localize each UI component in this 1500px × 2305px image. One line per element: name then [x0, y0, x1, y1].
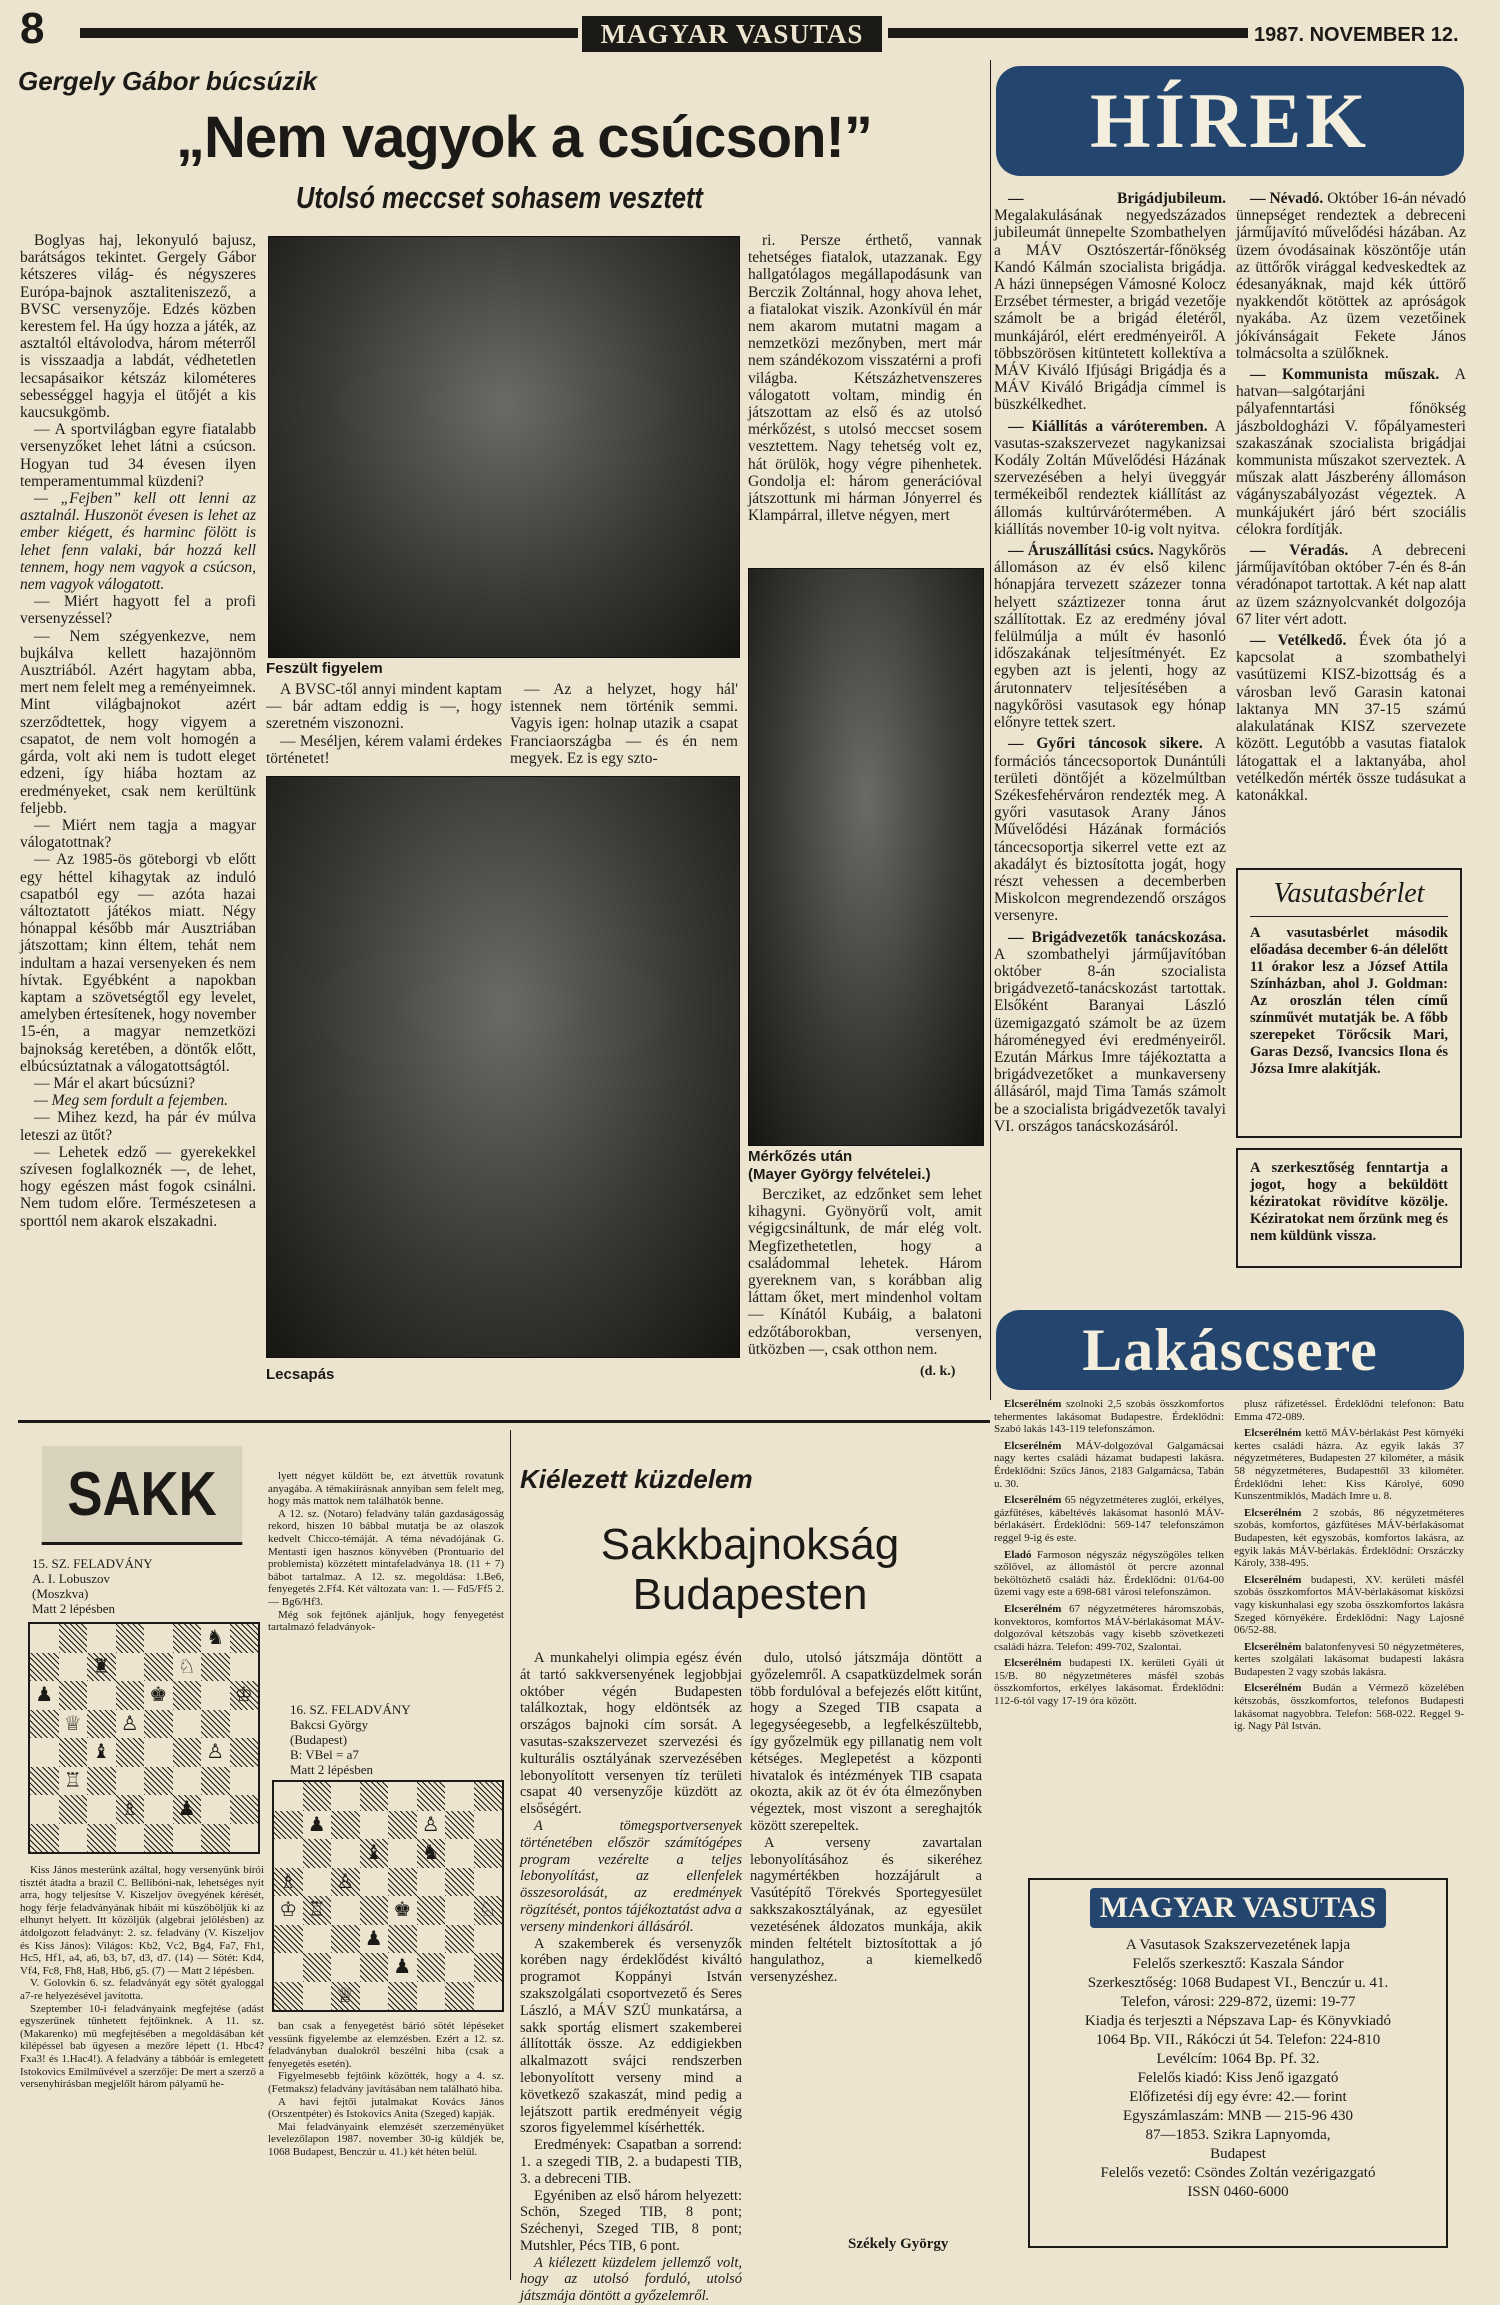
puzzle16-author: Bakcsi György — [290, 1717, 369, 1732]
text-line: Egyszámlaszám: MNB — 215-96 430 — [1123, 2108, 1353, 2124]
caption-lecsapas: Lecsapás — [266, 1366, 335, 1383]
text-line: A havi fejtői jutalmakat Kovács János (Orszentpéter) és Istokovics Anita (Szeged) kapják. — [268, 2095, 504, 2121]
paragraph: — Meg sem fordult a fejemben. — [34, 1092, 228, 1110]
paragraph: — Miért hagyott fel a profi versenyzéssel? — [20, 593, 256, 628]
paragraph: — „Fejben” kell ott lenni az asztalnál. Huszonöt évesen is lehet az ember kiégett, és harminc fölött is lehet fenn valaki, bár hozzá kell tennem, hogy nem vagyok a csúcson, nem vagyok válogatott. — [20, 490, 256, 594]
news-item: — Vetélkedő. Évek óta jó a kapcsolat a szombathelyi vasútüzemi KISZ-bizottság és a városban levő Garasin katonai laktanya MN 37-15 számú alakulatának KISZ szervezete között. Legutóbb a vasutas fiatalok látogattak el a laktanyába, ahol vetélkedőn mérték össze tudásukat a katonákkal. — [1236, 632, 1466, 804]
text-line: Mai feladványaink elemzését szerzeményüket levelezőlapon 1987. november 30-ig küldjék be, 1068 Budapest, Benczúr u. 41.) két héten belül. — [268, 2120, 504, 2158]
puzzle15-title: 15. SZ. FELADVÁNY — [32, 1556, 153, 1571]
sakk-text-left — [20, 1864, 264, 2284]
paragraph: Boglyas haj, lekonyuló bajusz, barátságos tekintet. Gergely Gábor kétszeres világ- és négyszeres Európa-bajnok asztaliteniszező, a BVSC versenyzője. Edzés közben kerestem fel. Ha úgy hozza a játék, az asztaltól eltávolodva, három méterről is visszaadja a labdát, védhetetlen lecsapásaikor kétszáz kilométeres sebességgel hagyja el ütőjét a kis kaucsukgömb. — [20, 232, 256, 422]
hirek-banner — [996, 66, 1464, 176]
news-item: Elcserélném balatonfenyvesi 50 négyzetméteres, kertes szolgálati lakásomat budapesti lakásra Budapesten 2 vagy szobás lakásra. — [1234, 1640, 1464, 1678]
text-line: A Vasutasok Szakszervezetének lapja — [1125, 1937, 1351, 1953]
news-item: — Brigádjubileum. Megalakulásának negyedszázados jubileumát ünnepelte Szombathelyen a MÁV Osztószertár-főnökség Kandó Kálmán szocialista brigádja. A házi ünnepségen Vámosné Kolocz Erzsébet térmester, a brigád vezetője számolt be a brigád életéről, munkájáról, elért eredményeiről. A többszörösen kitüntetett kollektíva a MÁV Kiváló Ifjúsági Brigádja és a MÁV Kiváló Brigádja címmel is büszkélkedhet. — [994, 190, 1226, 414]
sakk-banner-text: SAKK — [67, 1459, 217, 1529]
vasutasberlet-box — [1236, 868, 1462, 1138]
news-item-heading: Elcserélném — [1244, 1573, 1302, 1586]
news-item-heading: Elcserélném — [1244, 1682, 1302, 1695]
caption-feszult-figyelem: Feszült figyelem — [266, 660, 383, 677]
article-kicker: Gergely Gábor búcsúzik — [18, 66, 318, 96]
text-line: lyett négyet küldött be, ezt átvettük rovatunk anyagába. A témakiírásnak annyiban sem felelt meg, hogy más mattok nem találhatók benne. — [268, 1470, 504, 1508]
text-line: V. Golovkin 6. sz. feladványát egy sötét gyaloggal a7-re helyezésével javította. — [20, 1977, 264, 2002]
masthead-rule-left — [80, 28, 578, 38]
news-item: Elcserélném szolnoki 2,5 szobás összkomfortos tehermentes lakásomat Budapestre. Érdeklődni: Szabó lakás 143-119 telefonszámon. — [994, 1398, 1224, 1436]
sakk-signature: Székely György — [848, 2236, 949, 2252]
photo-lecsapas — [266, 776, 740, 1358]
column-divider-main — [990, 60, 991, 1400]
paragraph: — A sportvilágban egyre fiatalabb versenyzőket lehet látni a csúcson. Hogyan tud 34 évesen ilyen temperamentummal küzdeni? — [20, 421, 256, 490]
article-column-3b — [748, 1186, 982, 1364]
caption-merkozes-utan: Mérkőzés után — [748, 1148, 853, 1165]
puzzle15-task: Matt 2 lépésben — [32, 1601, 116, 1616]
news-item-heading: — Véradás. — [1250, 542, 1349, 560]
news-item: — Győri táncosok sikere. A formációs táncecsoportok Dunántúli területi döntőjét a közelmúltban Székesfehérváron rendezték meg. A győri vasutasok Arany János Művelődési Házának formációs táncecsoportja sikerrel vette ezt az akadályt és biztosította jogát, hogy részt vehessen a decemberben Miskolcon megrendezendő országos versenyre. — [994, 735, 1227, 925]
horizontal-divider — [18, 1420, 990, 1423]
photo-merkozes-utan — [748, 568, 984, 1146]
news-item-heading: — Vetélkedő. — [1250, 632, 1347, 650]
text-line: 87—1853. Szikra Lapnyomda, — [1145, 2127, 1331, 2143]
text-line: Felelős kiadó: Kiss Jenő igazgató — [1137, 2070, 1339, 2086]
lakascsere-banner — [996, 1310, 1464, 1390]
news-item-heading: Elcserélném — [1004, 1439, 1062, 1452]
puzzle16-place: (Budapest) — [290, 1732, 348, 1747]
paragraph: A munkahelyi olimpia egész évén át tartó sakkversenyének legjobbjai október végén Budapesten találkoztak, hogy eldöntsék az országos bajnoki cím sorsát. A vasutas-szakszervezet szervezési és kulturális osztályának szervezésében lebonyolított versenyen tíz területi csapat 40 versenyzője küzdött az elsőségért. — [520, 1650, 742, 1818]
text-line: Szeptember 10-i feladványaink megfejtése (adást egyszerűnek tűnhetett fejtőinknek. A 11. sz. (Makarenko) mű megfejtésében a megoldásában két kilépéssel bab ügyesen a mezőre lépett (1. Hbc4? Fxa3! és 1.Hac4!). A feladvány a tábbóár is emlegetett Istokovics Emilművével a szerzője: De mert a szerző a versenyhírásban megjelőlt három pályamű he- — [20, 2002, 264, 2091]
masthead-rule-right — [888, 28, 1248, 38]
editorial-note-text: A szerkesztőség fenntartja a jogot, hogy a beküldött kéziratokat rövidítve közölje. Kéziratokat nem őrzünk meg és nem küldünk vissza. — [1250, 1160, 1448, 1244]
hirek-column-1 — [994, 190, 1226, 1302]
news-item-heading: Elcserélném — [1244, 1640, 1302, 1653]
news-item: plusz ráfizetéssel. Érdeklődni telefonon: Batu Emma 472-089. — [1234, 1398, 1464, 1423]
news-item: — Brigádvezetők tanácskozása. A szombathelyi járműjavítóban október 8-án szocialista brigádvezető-tanácskozást tartottak. Elsőként Baranyai László üzemigazgató számolt be az üzem hároménegyed évi eredményeiről. Ezután Márkus Imre tájékoztatta a brigádvezetőket a munkaverseny állásáról, majd Tima Tamás számolt be a szocialista brigádvezetők tavalyi VI. országos tanácskozásáról. — [994, 928, 1226, 1135]
text-line: Előfizetési díj egy évre: 42.— forint — [1129, 2089, 1347, 2105]
sakk-article-col-1 — [520, 1650, 742, 2305]
news-item-heading: Elcserélném — [1004, 1602, 1062, 1615]
impresszum-box — [1028, 1878, 1448, 2248]
news-item: Elcserélném budapesti, XV. kerületi másfél szobás összkomfortos MÁV-bérlakásomat kisközsi vagy kiskunhalasi egy szoba összkomfortos lakásra Szeged környékére. Érdeklődni: Nagy Lajosné 06/52-88. — [1234, 1573, 1464, 1637]
news-item-heading: — Brigádvezetők tanácskozása. — [1008, 928, 1226, 946]
text-line: Még sok fejtőnek ajánljuk, hogy fenyegetést tartalmazó feladványok- — [268, 1608, 504, 1634]
editorial-note-box — [1236, 1148, 1462, 1268]
chessboard-16: ♟ ♙ ♝ ♞ ♗ ♙ ♔ ♖ ♚ ♘ ♟ ♟ ♕ — [272, 1780, 504, 2012]
paragraph: A verseny zavartalan lebonyolításához és sikeréhez nagymértékben hozzájárult a Vasútépítő Törekvés Sportegyesület sakkszakosztályának, az egyesület vezetésének áldozatos munkája, akik minden feltételt biztosítottak a jó hangulathoz, a kiemelkedő versenyzéshez. — [750, 1834, 982, 1986]
news-item: Elcserélném 67 négyzetméteres háromszobás, konvektoros, komfortos MÁV-bérlakásomat MÁV-dolgozóval kétszobás vagy kisebb szövetkezeti családi házra. Telefon: 499-702, Szalontai. — [994, 1602, 1224, 1653]
news-item: Eladó Farmoson négyszáz négyszögöles telken szőlővel, az állomástól öt percre azonnal beköltözhető családi ház. Érdeklődni: 01/64-00 üzemi vagy este a 698-681 városi telefonszámon. — [994, 1548, 1224, 1599]
column-divider-sakk — [510, 1430, 511, 2280]
puzzle16-task: Matt 2 lépésben — [290, 1762, 374, 1777]
article-headline: „Nem vagyok a csúcson!” — [176, 105, 872, 170]
puzzle16-heading — [290, 1702, 411, 1777]
news-item-heading: — Győri táncosok sikere. — [1008, 735, 1203, 753]
paragraph: — Az 1985-ös göteborgi vb előtt egy héttel kihagytak az induló csapatból egy — azóta hazai változtatott játékos miatt. Négy hónappal később már Ausztriában játszottam; kinn éltem, tehát nem indultam a hazai versenyeken és nem hívtak. Egyébként a napokban kaptam a szövetségtől egy levelet, amelyben értesítenek, hogy november 15-én, a magyar nemzetközi bajnokság keretében, a döntők előtt, elbúcsúztatnak a válogatottságtól. — [20, 851, 256, 1075]
impresszum-banner — [1090, 1888, 1386, 1928]
text-line: Kiadja és terjeszti a Népszava Lap- és Könyvkiadó — [1084, 2013, 1392, 2029]
text-line: A 12. sz. (Notaro) feladvány talán gazdaságosság rekord, hiszen 10 bábbal mutatja be az olaszok kedvelt Chicco-témáját. A téma névadójának G. Mentasti igen hasznos könyvében (Prontuario del problemista) közzétett mintafeladványa 18. (11 + 7) bábot tartalmaz. A 12. sz. megoldása: 1.Be6, fenyegetés 2.Ff4. Két változata van: 1. — Fd5/Ff5 2. — Bg6/Hf3. — [268, 1507, 504, 1608]
impresszum-lines — [1030, 1936, 1446, 2202]
article-subheadline: Utolsó meccset sohasem vesztett — [296, 180, 703, 215]
sakk-banner — [42, 1446, 243, 1545]
news-item-heading: — Kiállítás a váróteremben. — [1008, 417, 1208, 435]
news-item: Elcserélném 65 négyzetméteres zuglói, erkélyes, gázfűtéses, kábeltévés lakásomat hasonló MÁV-bérlakásért. Érdeklődni: 569-147 telefonszámon reggel 9-ig és este. — [994, 1494, 1224, 1544]
news-item-heading: Elcserélném — [1244, 1427, 1302, 1440]
caption-photographer: (Mayer György felvételei.) — [748, 1166, 931, 1183]
puzzle15-heading — [32, 1556, 153, 1616]
news-item-heading: Elcserélném — [1004, 1398, 1062, 1410]
news-item: — Véradás. A debreceni járműjavítóban október 7-én és 8-án véradónapot tartottak. A két nap alatt az üzem száznyolcvankét dolgozója 67 liter vért adott. — [1236, 542, 1466, 628]
paragraph: — Nem szégyenkezve, nem bujkálva kellett hazajönnöm Ausztriából. Azért hagytam abba, mert nem felelt meg a reményeimnek. Mint világbajnokot azért szerződtettek, hogy vigyem a csapatot, de nem volt homogén a gárda, volt aki nem is tudott eleget edzeni, így hiába hoztam az eredményeket, csak nem kerültünk feljebb. — [20, 627, 256, 817]
news-item-heading: Elcserélném — [1244, 1506, 1302, 1519]
lakascsere-banner-text: Lakáscsere — [1082, 1316, 1378, 1383]
article-column-2a — [266, 681, 502, 769]
lakascsere-column-1 — [994, 1398, 1224, 1868]
news-item-heading: — Áruszállítási csúcs. — [1008, 542, 1154, 560]
text-line: ban csak a fenyegetést bárió sötét lépéseket vessünk figyelembe az elemzésben. Ezért a 12. sz. feladványban dualokról beszélni hiba (csak a fenyegetés esetén). — [268, 2020, 504, 2070]
news-item-heading: — Kommunista műszak. — [1250, 366, 1440, 384]
text-line: Szerkesztőség: 1068 Budapest VI., Benczúr u. 41. — [1087, 1975, 1389, 1991]
paragraph: — Miért nem tagja a magyar válogatottnak? — [20, 816, 256, 852]
paragraph: ri. Persze érthető, vannak tehetséges fiatalok, utazzanak. Egy hallgatólagos megállapodásunk van Berczik Zoltánnal, hogy ahova lehet, a fiatalokat viszik. Azonkívül én már nem akarom mutatni magam a nemzetközi mezőnyben, mert már nem szándékozom visszatérni a profi világba. Kétszázhetvenszeres válogatott voltam, mindig én játszottam az első és az utolsó mérkőzést, s utolsó meccset sosem vesztettem. Nagy tehetség volt ez, hát örülök, hogy végre pihenhetek. Gondolja el: három generációval játszottunk mi hárman Jónyerrel és Klampárral, illetve négyen, mert — [748, 232, 982, 525]
news-item-heading: Elcserélném — [1004, 1657, 1062, 1670]
text-line: Kiss János mesterünk azáltal, hogy versenyünk bírói tisztét átadta a brazil C. Bellibóni-nak, lehetséges nyit arra, hogy teljesítse V. Kiszeljov övegyének kérését, hogy férje feladványának hibáit mi küszöböljük ki az elhunyt helyett. Itt közöljük (algebrai jelölésben) az átdolgozott feladványt: 2. sz. feladvány (V. Kiszeljov és Kiss János): Világos: Kb2, Vc2, Bg4, Fa7, Fh1, Hc5, Hf1, a4, a6, b3, b7, d3, d7. (14) — Sötét: Kd4, Vf4, Fc8, Fh8, Ha8, Hb6, g5. (7) — Matt 2 lépésben. — [20, 1864, 264, 1977]
text-line: 1064 Bp. VII., Rákóczi út 54. Telefon: 224-810 — [1095, 2032, 1381, 2048]
sakk-headline: Sakkbajnokság Budapesten — [600, 1520, 900, 1619]
paragraph: — Lehetek edző — gyerekekkel szívesen foglalkoznék —, de lehet, hogy egészen mást fogok csinálni. Nem tudom előre. Természetesen a sporttól nem akarok elszakadni. — [20, 1143, 256, 1230]
news-item: Elcserélném Budán a Vérmező közelében kétszobás, összkomfortos, telefonos Budapesti lakásomat nagyobbra. Telefon: 568-022. Reggel 9-ig. Nagy Pál István. — [1234, 1682, 1464, 1733]
news-item: — Kiállítás a váróteremben. A vasutas-szakszervezet nagykanizsai Kodály Zoltán Művelődési Házának szervezésében a helyi üveggyár termékeiből rendeztek kiállítást az állomás kultúrvárótermében. A kiállítás november 10-ig volt nyitva. — [994, 417, 1226, 538]
paragraph: — Az a helyzet, hogy hál' istennek nem történik semmi. Vagyis igen: holnap utazik a csapat Franciaországba — és én nem megyek. Ez is egy szto- — [510, 681, 738, 767]
lakascsere-column-2 — [1234, 1398, 1464, 1868]
news-item: Elcserélném 2 szobás, 86 négyzetméteres szobás, komfortos, gázfűtéses MÁV-bérlakásomat Budapesten, két egyszobás, komfortos lakásra, az egyik lakás MÁV-bérlakás. Érdeklődni: Orszáczky Károly, 338-495. — [1234, 1506, 1464, 1570]
impresszum-banner-text: MAGYAR VASUTAS — [1099, 1891, 1377, 1924]
paper-name-text: MAGYAR VASUTAS — [600, 19, 864, 49]
text-line: Levélcím: 1064 Bp. Pf. 32. — [1156, 2051, 1320, 2067]
news-item-heading: Elcserélném — [1004, 1494, 1062, 1507]
paragraph: — Már el akart búcsúzni? — [34, 1074, 195, 1092]
hirek-column-2 — [1236, 190, 1466, 854]
paragraph: dulo, utolsó játszmája döntött a győzelemről. A csapatküzdelmek során több fordulóval a befejezés előtt kitűnt, hogy a Szeged TIB csapata a legegyséegesebb, a legfelkészültebb, így győzelmük egy pillanatig nem volt kétséges. Meglepetést a központi hivatalok és intézmények TIB csapata okozta, akik az öt év óta élmezőnyben végeztek, most viszont a sereghajtók között szerepeltek. — [750, 1650, 982, 1834]
paragraph: Eredmények: Csapatban a sorrend: 1. a szegedi TIB, 2. a budapesti TIB, 3. a debreceni TIB. — [520, 2137, 742, 2187]
article-signature: (d. k.) — [920, 1364, 956, 1379]
chessboard-15: ♞ ♜ ♘ ♟ ♚ ♔ ♕ ♙ ♝ ♙ ♖ ♗ ♟ — [28, 1622, 260, 1854]
puzzle16-extra: B: VBel = a7 — [290, 1747, 359, 1762]
puzzle15-author: A. I. Lobuszov — [32, 1571, 110, 1586]
text-line: Telefon, városi: 229-872, üzemi: 19-77 — [1120, 1994, 1356, 2010]
news-item: Elcserélném MÁV-dolgozóval Galgamácsai nagy kertes családi házamat budapesti lakásra. Érdeklődni: Szűcs János, 2183 Galgamácsa, Tabán u. 30. — [994, 1439, 1224, 1490]
photo-feszult-figyelem — [268, 236, 740, 658]
sakk-subkicker: Kiélezett küzdelem — [520, 1464, 753, 1494]
sakk-text-mid-2 — [268, 2020, 504, 2280]
paragraph: A tömegsportversenyek történetében először számítógépes program vezérelte a teljes lebonyolítást, az ellenfelek összesorolását, az eredmények rögzítését, pontos tájékoztatást adva a verseny mindenkori állásáról. — [520, 1817, 742, 1935]
hirek-banner-text: HÍREK — [1089, 77, 1371, 164]
text-line: Felelős szerkesztő: Kaszala Sándor — [1132, 1956, 1344, 1972]
text-line: Figyelmesebb fejtőink közötték, hogy a 4. sz. (Fetmaksz) feladvány javításában nem található hiba. — [268, 2070, 504, 2095]
puzzle16-title: 16. SZ. FELADVÁNY — [290, 1702, 411, 1717]
sakk-article-col-2 — [750, 1650, 982, 2210]
text-line: Felelős vezető: Csöndes Zoltán vezérigazgató — [1100, 2165, 1376, 2181]
sakk-text-mid-1 — [268, 1470, 504, 1700]
news-item-heading: Eladó — [1004, 1548, 1032, 1561]
news-item: — Kommunista műszak. A hatvan—salgótarjáni pályafenntartási főnökség jászboldogházi V. főpályamesteri szakaszának szocialista brigádjai kommunista műszakot szerveztek. A műszak alatt Jászberény állomáson vágányszabályozást végeztek. A munkájukért járó bért szociális célokra fordítják. — [1236, 366, 1467, 538]
news-item-heading: — Névadó. — [1250, 190, 1324, 207]
paragraph: — Mihez kezd, ha pár év múlva leteszi az ütőt? — [20, 1109, 256, 1144]
text-line: ISSN 0460-6000 — [1187, 2184, 1289, 2200]
vasutasberlet-text: A vasutasbérlet második előadása december 6-án délelőtt 11 órakor lesz a József Attila Színházban, ahol J. Goldman: Az oroszlán télen című színművét mutatják be. A főbb szerepeket Törőcsik Mari, Garas Dezső, Ivancsics Ilona és Józsa Imre alakítják. — [1250, 925, 1448, 1077]
paragraph: A BVSC-től annyi mindent kaptam — bár adtam eddig is —, hogy szeretném viszonozni. — [266, 681, 502, 733]
paragraph: — Meséljen, kérem valami érdekes történetet! — [266, 732, 502, 767]
paragraph: Bercziket, az edzőnket sem lehet kihagyni. Gyönyörű volt, amit végigcsináltunk, de már elég volt. Megfizethetetlen, hogy a családommal lehetek. Három gyereknem van, s korábban alig láttam őket, mert mindenhol voltam — Kínától Kubáig, a balatoni edzőtáborokban, versenyen, ütközben —, csak otthon nem. — [748, 1186, 982, 1358]
issue-date: 1987. NOVEMBER 12. — [1254, 24, 1459, 46]
paragraph: A szakemberek és versenyzők korében nagy érdeklődést kiváltó programot Koppányi István szakszolgálati csoportvezető és Seres László, a MÁV SZÜ munkatársa, a sakk sportág elismert szakemberei állították össze. Az eddigiekben alkalmazott svájci rendszerben lebonyolított verseny mind a következő szakaszát, mind pedig a lejátszott partik eredményeit végig szoros figyelemmel kísérhették. — [520, 1935, 742, 2137]
news-item-heading: — Brigádjubileum. — [1008, 190, 1226, 207]
page-number: 8 — [20, 4, 45, 53]
vasutasberlet-title-rule — [1250, 916, 1448, 917]
article-column-3 — [748, 232, 982, 562]
news-item: Elcserélném kettő MÁV-bérlakást Pest környéki kertes családi házra. Az egyik lakás 37 négyzetméteres, Budapesten 27 kilométer, a másik 58 négyzetméteres, Budapesttől 33 kilométer. Érdeklődni lehet: Kiss Károlyé, 6090 Kunszentmiklós, Madách Imre u. 8. — [1234, 1427, 1464, 1503]
puzzle15-place: (Moszkva) — [32, 1586, 89, 1601]
news-item: Elcserélném budapesti IX. kerületi Gyáli út 15/B. 80 négyzetméteres másfél szobás összkomfortos, erkélyes lakásomat. Érdeklődni: 112-6-tól vagy 17-19 óra között. — [994, 1657, 1224, 1708]
text-line: Budapest — [1210, 2146, 1266, 2162]
news-item: — Névadó. Október 16-án névadó ünnepséget rendeztek a debreceni járműjavító művelődési házában. Az üzem óvodásainak köszöntője után az üttőrők virággal kedveskedtek az édesanyáknak, majd kék úttörő nyakkendőt kötöttek az apróságok nyakába. Az üzem vezetőinek jókívánságait Fekete János tolmácsolta a szülőknek. — [1236, 190, 1466, 362]
paragraph: A kiélezett küzdelem jellemző volt, hogy az utolsó forduló, utolsó játszmája döntött a győzelemről. — [520, 2254, 742, 2305]
paragraph: Egyéniben az első három helyezett: Schön, Szeged TIB, 8 pont; Széchenyi, Szeged TIB, 8 pont; Mutshler, Pécs TIB, 6 pont. — [520, 2187, 742, 2254]
paper-name — [582, 16, 882, 52]
vasutasberlet-title: Vasutasbérlet — [1273, 878, 1425, 909]
article-column-2b — [510, 681, 738, 769]
article-column-1 — [20, 232, 256, 1390]
news-item: — Áruszállítási csúcs. Nagykőrös állomáson az év első kilenc hónapjára tervezett százezer tonna helyett száztizezer tonna árut szállítottak. Ez az eredmény jóval felülmúlja a múlt év hasonló időszakának teljesítményét. Ez egyben azt is jelenti, hogy az árutonnaterv teljesítésében a nagykőrösi vasutasok egy hónap előnyre tettek szert. — [994, 542, 1226, 732]
